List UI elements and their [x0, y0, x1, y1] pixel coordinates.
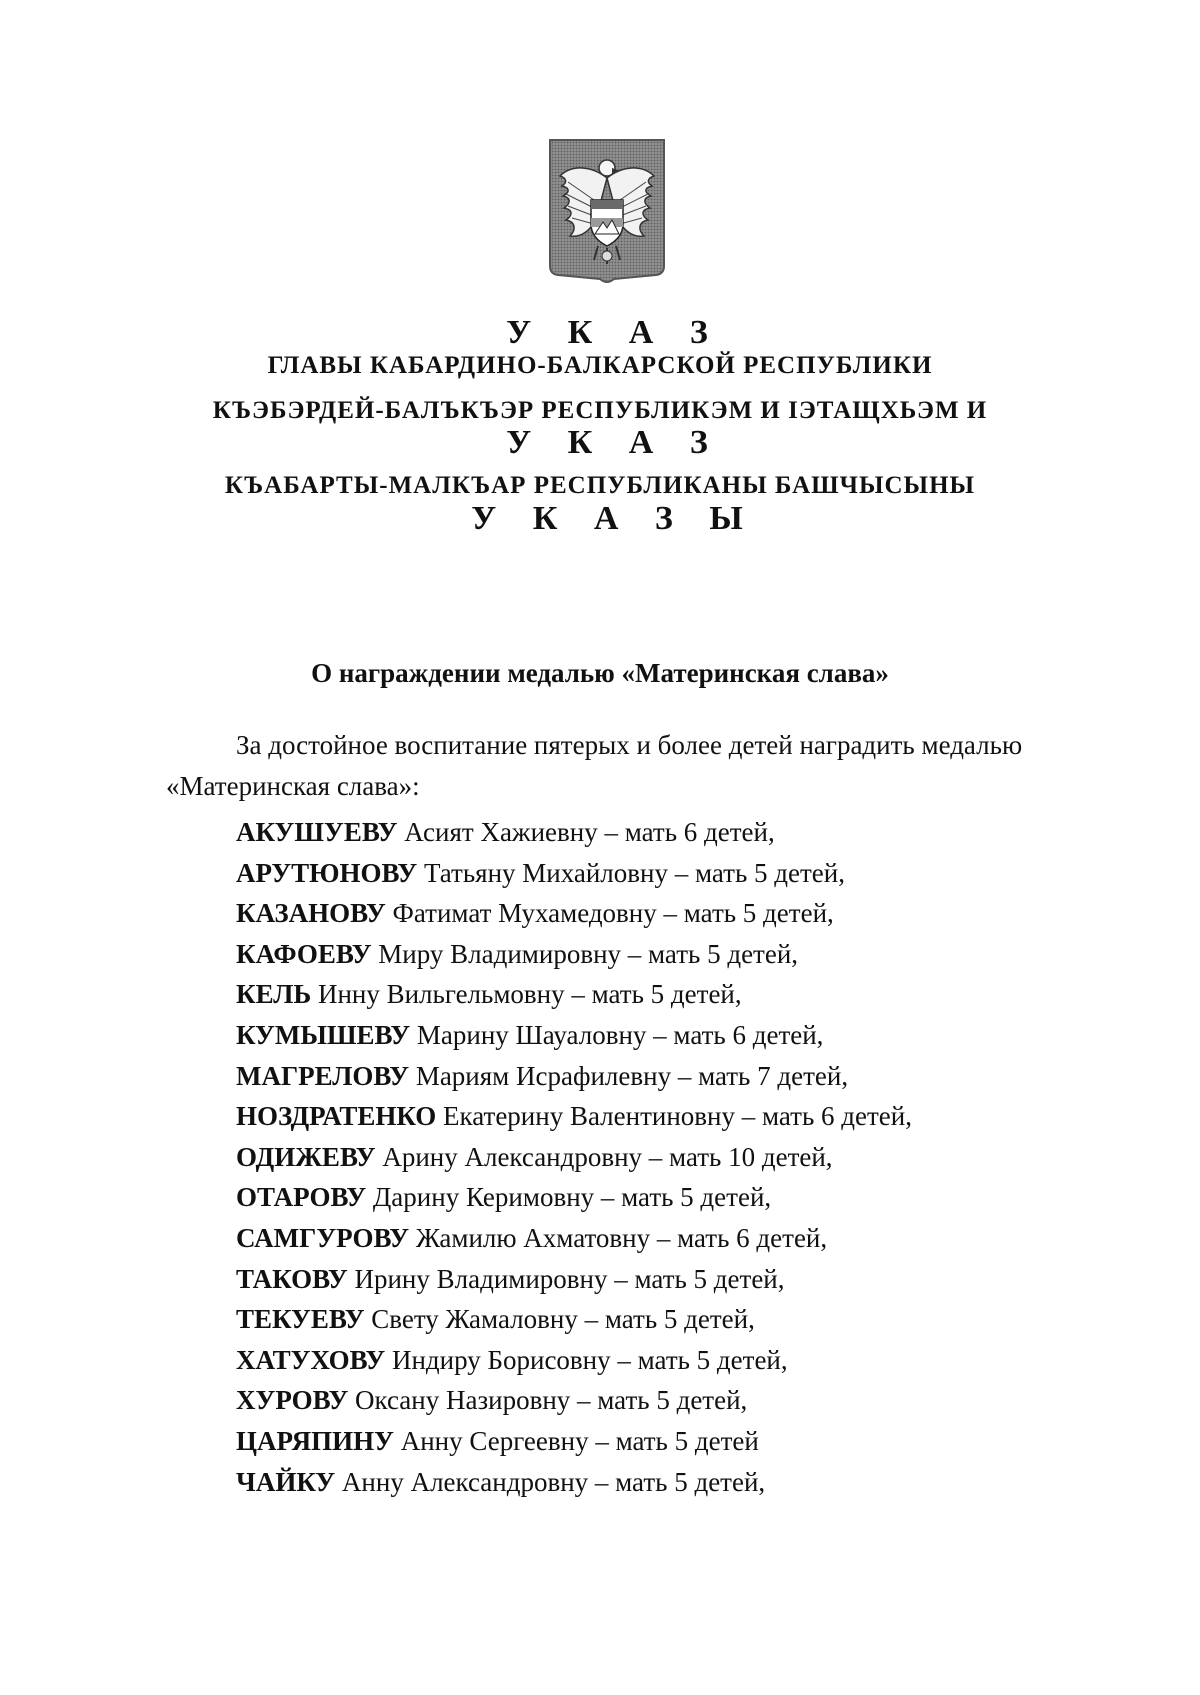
decree-heading: У К А З: [506, 314, 722, 351]
recipient-surname: ОДИЖЕВУ: [236, 1141, 376, 1172]
recipient-item: [236, 1259, 912, 1300]
recipient-details: Татьяну Михайловну – мать 5 детей,: [417, 857, 845, 888]
recipient-surname: ТАКОВУ: [236, 1263, 348, 1294]
recipient-surname: АРУТЮНОВУ: [236, 857, 418, 888]
recipient-details: Анну Александровну – мать 5 детей,: [335, 1466, 766, 1497]
recipient-details: Арину Александровну – мать 10 детей,: [375, 1141, 833, 1172]
recipient-details: Дарину Керимовну – мать 5 детей,: [366, 1182, 772, 1213]
recipient-surname: КУМЫШЕВУ: [236, 1019, 411, 1050]
issuer-line-balkar: КЪАБАРТЫ-МАЛКЪАР РЕСПУБЛИКАНЫ БАШЧЫСЫНЫ: [224, 472, 976, 499]
recipient-details: Жамилю Ахматовну – мать 6 детей,: [409, 1222, 828, 1253]
recipient-item: [236, 812, 912, 853]
recipient-item: [236, 1462, 912, 1503]
recipient-item: [236, 974, 912, 1015]
recipient-item: [236, 1299, 912, 1340]
recipient-details: Марину Шауаловну – мать 6 детей,: [410, 1019, 824, 1050]
recipient-surname: КАФОЕВУ: [236, 938, 372, 969]
recipient-details: Мариям Исрафилевну – мать 7 детей,: [409, 1060, 849, 1091]
recipient-item: [236, 1177, 912, 1218]
recipient-item: [236, 1340, 912, 1381]
recipient-item: [236, 1421, 912, 1462]
decree-heading-balkar: У К А З Ы: [471, 500, 757, 537]
recipient-surname: САМГУРОВУ: [236, 1222, 410, 1253]
recipient-surname: ХАТУХОВУ: [236, 1344, 386, 1375]
intro-text-line-1: За достойное воспитание пятерых и более детей наградить медалью: [236, 730, 1023, 760]
recipient-item: [236, 1218, 912, 1259]
recipient-surname: КАЗАНОВУ: [236, 898, 386, 929]
issuer-line-russian: ГЛАВЫ КАБАРДИНО-БАЛКАРСКОЙ РЕСПУБЛИКИ: [267, 352, 933, 379]
recipient-item: [236, 1380, 912, 1421]
coat-of-arms-icon: [548, 138, 666, 287]
recipient-details: Инну Вильгельмовну – мать 5 детей,: [311, 979, 742, 1010]
recipient-item: [236, 934, 912, 975]
recipient-item: [236, 853, 912, 894]
recipient-surname: ОТАРОВУ: [236, 1182, 367, 1213]
recipient-details: Асият Хажиевну – мать 6 детей,: [397, 817, 775, 847]
recipient-item: [236, 1056, 912, 1097]
decree-heading-kabardian: У К А З: [506, 424, 722, 461]
recipient-surname: ХУРОВУ: [236, 1385, 349, 1416]
recipient-list: [236, 812, 912, 1502]
recipient-surname: АКУШУЕВУ: [236, 817, 398, 847]
recipient-item: [236, 1137, 912, 1178]
recipient-details: Миру Владимировну – мать 5 детей,: [371, 938, 799, 969]
intro-text-line-2: «Материнская слава»:: [166, 771, 420, 801]
recipient-surname: МАГРЕЛОВУ: [236, 1060, 410, 1091]
recipient-details: Анну Сергеевну – мать 5 детей: [393, 1425, 759, 1456]
decree-title: О награждении медалью «Материнская слава»: [311, 658, 889, 688]
recipient-surname: ТЕКУЕВУ: [236, 1304, 365, 1335]
issuer-line-kabardian: КЪЭБЭРДЕЙ-БАЛЪКЪЭР РЕСПУБЛИКЭМ И IЭТАЩХЬЭМ И: [212, 397, 988, 424]
recipient-details: Оксану Назировну – мать 5 детей,: [348, 1385, 748, 1416]
recipient-details: Индиру Борисовну – мать 5 детей,: [385, 1344, 788, 1375]
recipient-details: Фатимат Мухамедовну – мать 5 детей,: [385, 898, 834, 929]
recipient-details: Екатерину Валентиновну – мать 6 детей,: [436, 1101, 912, 1132]
recipient-details: Ирину Владимировну – мать 5 детей,: [347, 1263, 785, 1294]
recipient-surname: КЕЛЬ: [236, 979, 312, 1010]
recipient-surname: ЧАЙКУ: [236, 1466, 336, 1497]
recipient-item: [236, 1015, 912, 1056]
recipient-surname: ЦАРЯПИНУ: [236, 1425, 394, 1456]
recipient-details: Свету Жамаловну – мать 5 детей,: [364, 1304, 755, 1335]
recipient-item: [236, 1096, 912, 1137]
recipient-item: [236, 893, 912, 934]
recipient-surname: НОЗДРАТЕНКО: [236, 1101, 437, 1132]
